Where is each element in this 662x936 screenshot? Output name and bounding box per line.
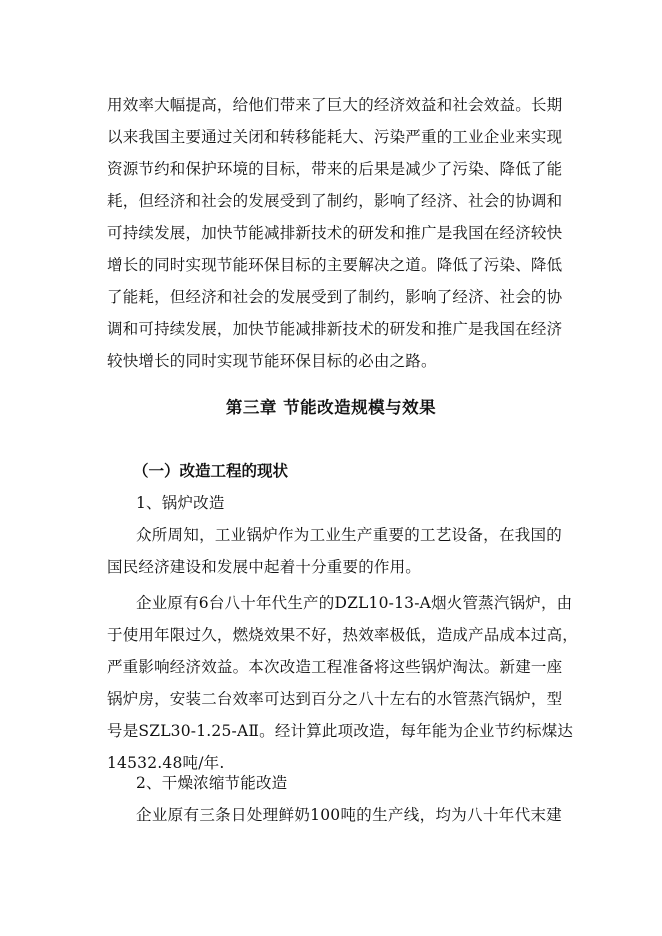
paragraph-3-line-2: 于使用年限过久，燃烧效果不好，热效率极低，造成产品成本过高， bbox=[107, 626, 579, 644]
paragraph-1-line-3: 资源节约和保护环境的目标，带来的后果是减少了污染、降低了能 bbox=[107, 160, 563, 178]
paragraph-2-line-2: 国民经济建设和发展中起着十分重要的作用。 bbox=[107, 558, 422, 576]
paragraph-1-line-9: 较快增长的同时实现节能环保目标的必由之路。 bbox=[107, 352, 437, 370]
paragraph-3-line-6: 14532.48吨/年. bbox=[107, 754, 225, 772]
item-2-title: 2、干燥浓缩节能改造 bbox=[136, 774, 288, 792]
paragraph-1-line-5: 可持续发展，加快节能减排新技术的研发和推广是我国在经济较快 bbox=[107, 224, 563, 242]
chapter-title: 第三章 节能改造规模与效果 bbox=[225, 398, 437, 417]
paragraph-4-line-1: 企业原有三条日处理鲜奶100吨的生产线，均为八十年代末建 bbox=[136, 806, 562, 824]
paragraph-1-line-1: 用效率大幅提高，给他们带来了巨大的经济效益和社会效益。长期 bbox=[107, 96, 563, 114]
paragraph-1-line-6: 增长的同时实现节能环保目标的主要解决之道。降低了污染、降低 bbox=[107, 256, 563, 274]
paragraph-1-line-8: 调和可持续发展，加快节能减排新技术的研发和推广是我国在经济 bbox=[107, 320, 563, 338]
paragraph-1-line-2: 以来我国主要通过关闭和转移能耗大、污染严重的工业企业来实现 bbox=[107, 128, 563, 146]
paragraph-3-line-5: 号是SZL30-1.25-AⅡ。经计算此项改造，每年能为企业节约标煤达 bbox=[107, 722, 574, 740]
paragraph-3-line-3: 严重影响经济效益。本次改造工程准备将这些锅炉淘汰。新建一座 bbox=[107, 658, 563, 676]
item-1-title: 1、锅炉改造 bbox=[136, 494, 225, 512]
section-title: （一）改造工程的现状 bbox=[133, 462, 289, 480]
paragraph-3-line-4: 锅炉房，安装二台效率可达到百分之八十左右的水管蒸汽锅炉，型 bbox=[107, 690, 563, 708]
paragraph-1-line-4: 耗，但经济和社会的发展受到了制约，影响了经济、社会的协调和 bbox=[107, 192, 563, 210]
paragraph-3-line-1: 企业原有6台八十年代生产的DZL10-13-A烟火管蒸汽锅炉，由 bbox=[136, 594, 573, 612]
paragraph-2-line-1: 众所周知，工业锅炉作为工业生产重要的工艺设备，在我国的 bbox=[136, 526, 562, 544]
paragraph-1-line-7: 了能耗，但经济和社会的发展受到了制约，影响了经济、社会的协 bbox=[107, 288, 563, 306]
